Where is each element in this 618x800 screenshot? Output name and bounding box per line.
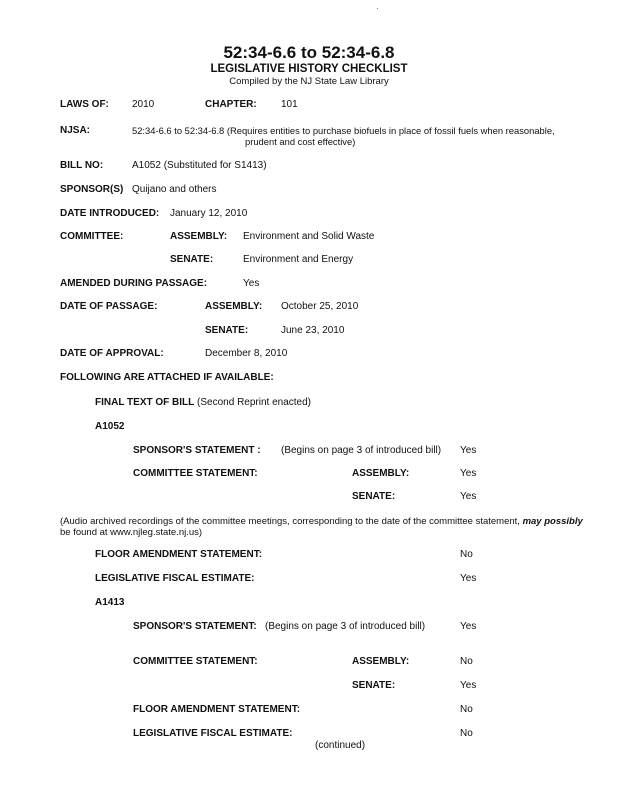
audio-note-emphasis: may possibly <box>522 516 583 527</box>
passage-senate-value: June 23, 2010 <box>281 325 345 336</box>
date-introduced-value: January 12, 2010 <box>170 208 248 219</box>
floor-amendment-label: FLOOR AMENDMENT STATEMENT: <box>95 549 263 560</box>
committee-senate-label: SENATE: <box>170 254 214 265</box>
audio-note-line2: be found at www.njleg.state.nj.us) <box>60 527 203 538</box>
a1052-senate-value: Yes <box>460 491 477 502</box>
a1413-sponsor-statement-note: (Begins on page 3 of introduced bill) <box>265 621 426 632</box>
amended-value: Yes <box>243 278 260 289</box>
a1413-sponsor-statement-value: Yes <box>460 621 477 632</box>
passage-assembly-value: October 25, 2010 <box>281 301 359 312</box>
a1413-sponsor-statement-label: SPONSOR'S STATEMENT: <box>133 621 257 632</box>
laws-of-label: LAWS OF: <box>60 99 109 110</box>
following-heading: FOLLOWING ARE ATTACHED IF AVAILABLE: <box>60 372 274 383</box>
a1052-sponsor-statement-label: SPONSOR'S STATEMENT : <box>133 445 261 456</box>
final-text <box>95 397 311 408</box>
sponsors-label: SPONSOR(S) <box>60 184 124 195</box>
amended-label: AMENDED DURING PASSAGE: <box>60 278 208 289</box>
bill-no-value: A1052 (Substituted for S1413) <box>132 160 267 171</box>
njsa-line2: prudent and cost effective) <box>245 136 356 147</box>
audio-note-text: (Audio archived recordings of the committee meetings, corresponding to the date of the committee statement, <box>60 516 520 527</box>
date-introduced-label: DATE INTRODUCED: <box>60 208 160 219</box>
a1413-committee-statement-label: COMMITTEE STATEMENT: <box>133 656 258 667</box>
a1413-assembly-value: No <box>460 656 473 667</box>
scan-speck <box>377 8 378 9</box>
compiled-by: Compiled by the NJ State Law Library <box>229 76 389 87</box>
committee-label: COMMITTEE: <box>60 231 124 242</box>
approval-label: DATE OF APPROVAL: <box>60 348 164 359</box>
a1413-floor-amendment-value: No <box>460 704 473 715</box>
sponsors-value: Quijano and others <box>132 184 217 195</box>
a1413-senate-value: Yes <box>460 680 477 691</box>
njsa-label: NJSA: <box>60 125 91 136</box>
passage-senate-label: SENATE: <box>205 325 249 336</box>
page-title: 52:34-6.6 to 52:34-6.8 <box>223 43 395 62</box>
a1413-senate-label: SENATE: <box>352 680 396 691</box>
fiscal-estimate-value: Yes <box>460 573 477 584</box>
approval-value: December 8, 2010 <box>205 348 288 359</box>
a1052-senate-label: SENATE: <box>352 491 396 502</box>
bill-no-label: BILL NO: <box>60 160 104 171</box>
laws-of-value: 2010 <box>132 99 155 110</box>
a1413-fiscal-estimate-value: No <box>460 728 473 739</box>
chapter-value: 101 <box>281 99 298 110</box>
a1413-heading: A1413 <box>95 597 125 608</box>
committee-senate-value: Environment and Energy <box>243 254 354 265</box>
a1052-sponsor-statement-note: (Begins on page 3 of introduced bill) <box>281 445 442 456</box>
a1413-assembly-label: ASSEMBLY: <box>352 656 410 667</box>
final-text-note: (Second Reprint enacted) <box>197 397 312 408</box>
page-subtitle: LEGISLATIVE HISTORY CHECKLIST <box>210 63 408 75</box>
passage-assembly-label: ASSEMBLY: <box>205 301 263 312</box>
njsa-line1: 52:34-6.6 to 52:34-6.8 (Requires entities to purchase biofuels in place of fossil fuels when reasonable, <box>132 125 555 136</box>
a1413-fiscal-estimate-label: LEGISLATIVE FISCAL ESTIMATE: <box>133 728 293 739</box>
chapter-label: CHAPTER: <box>205 99 257 110</box>
a1052-committee-statement-label: COMMITTEE STATEMENT: <box>133 468 258 479</box>
continued-note: (continued) <box>315 740 366 751</box>
passage-label: DATE OF PASSAGE: <box>60 301 158 312</box>
a1052-heading: A1052 <box>95 421 125 432</box>
a1052-assembly-value: Yes <box>460 468 477 479</box>
fiscal-estimate-label: LEGISLATIVE FISCAL ESTIMATE: <box>95 573 255 584</box>
final-text-label: FINAL TEXT OF BILL <box>95 397 195 408</box>
a1413-floor-amendment-label: FLOOR AMENDMENT STATEMENT: <box>133 704 301 715</box>
committee-assembly-label: ASSEMBLY: <box>170 231 228 242</box>
committee-assembly-value: Environment and Solid Waste <box>243 231 375 242</box>
audio-note-line1 <box>60 516 583 527</box>
a1052-sponsor-statement-value: Yes <box>460 445 477 456</box>
floor-amendment-value: No <box>460 549 473 560</box>
a1052-assembly-label: ASSEMBLY: <box>352 468 410 479</box>
